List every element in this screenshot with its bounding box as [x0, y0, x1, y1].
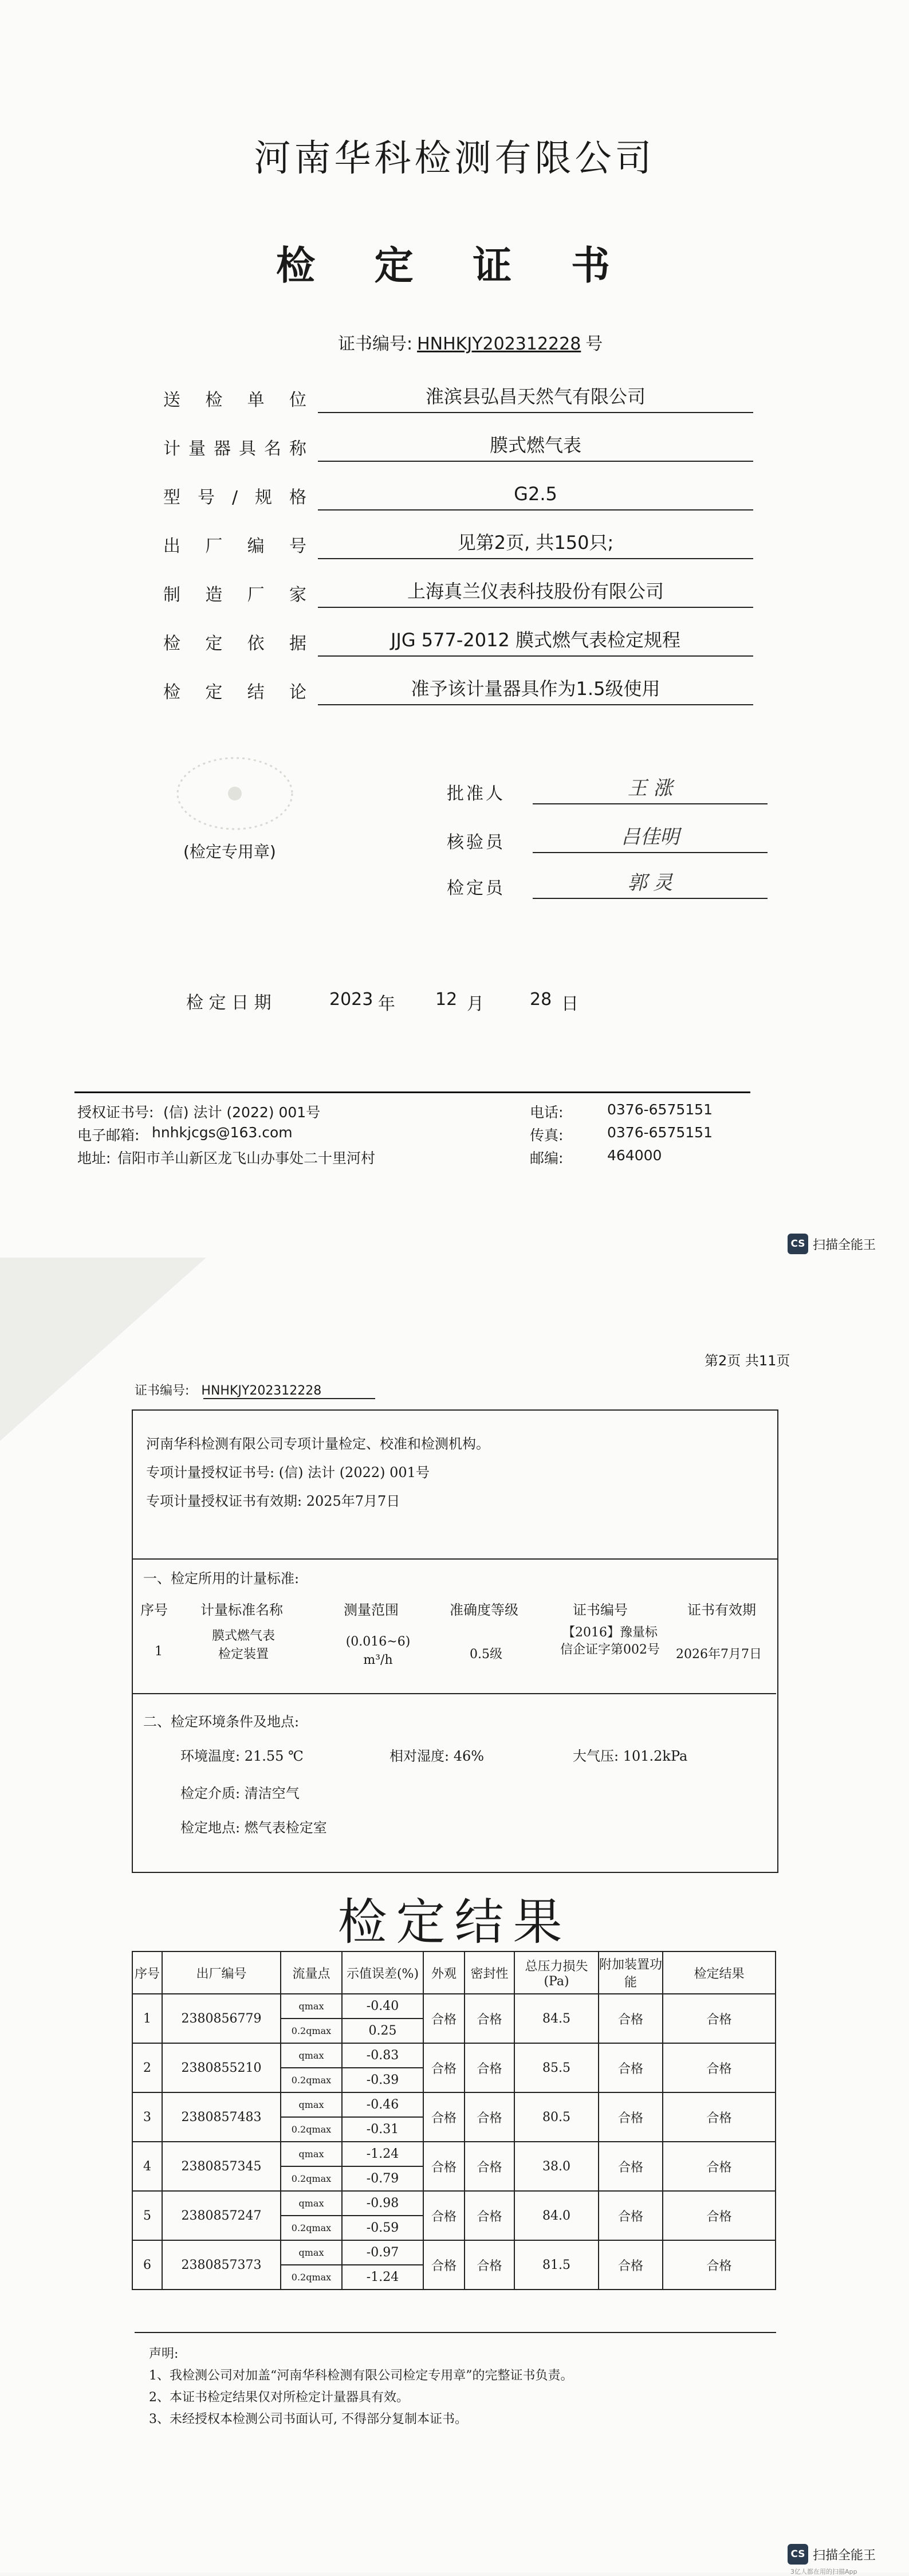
field-label: 检定依据 [163, 634, 306, 654]
date-month: 12 [435, 989, 458, 1010]
cert-no-underline [203, 1398, 375, 1399]
seal-stamp-icon [172, 751, 298, 837]
cell-appearance: 合格 [423, 2092, 465, 2142]
cell-seal: 合格 [465, 1994, 514, 2043]
cell-no: 2 [132, 2043, 162, 2092]
cell-function: 合格 [599, 2240, 663, 2290]
col-header: 示值误差(%) [342, 1951, 423, 1994]
std-header-name: 计量标准名称 [200, 1602, 283, 1618]
env-pressure: 大气压: 101.2kPa [573, 1748, 688, 1764]
page2-cert-label: 证书编号: [135, 1384, 190, 1398]
cell-error: -0.79 [342, 2166, 423, 2191]
field-label: 出厂编号 [163, 536, 306, 556]
std-row-name: 膜式燃气表检定装置 [211, 1629, 275, 1662]
col-header: 序号 [132, 1951, 162, 1994]
cell-flow-point: qmax [281, 1994, 342, 2019]
cell-seal: 合格 [465, 2142, 514, 2191]
signature-value: 吕佳明 [533, 822, 768, 853]
cell-flow-point: 0.2qmax [281, 2019, 342, 2043]
field-value: 准予该计量器具作为1.5级使用 [318, 673, 753, 705]
cell-error: -0.97 [342, 2240, 423, 2265]
signature-value: 郭 灵 [533, 868, 768, 899]
col-header: 流量点 [281, 1951, 342, 1994]
note-item: 2、本证书检定结果仅对所检定计量器具有效。 [149, 2390, 409, 2405]
cell-serial: 2380856779 [162, 1994, 281, 2043]
cell-error: -0.98 [342, 2191, 423, 2216]
cell-result: 合格 [663, 2240, 776, 2290]
auth-label: 授权证书号: [77, 1104, 154, 1121]
cell-function: 合格 [599, 2043, 663, 2092]
table-row [132, 2142, 776, 2166]
cell-flow-point: 0.2qmax [281, 2265, 342, 2290]
cell-result: 合格 [663, 2043, 776, 2092]
cell-error: -0.46 [342, 2092, 423, 2117]
cell-pressure-loss: 85.5 [514, 2043, 599, 2092]
intro-line: 专项计量授权证书有效期: 2025年7月7日 [146, 1493, 400, 1509]
cell-flow-point: qmax [281, 2191, 342, 2216]
results-title: 检定结果 [337, 1894, 572, 1951]
cell-appearance: 合格 [423, 2043, 465, 2092]
signature-label: 核验员 [447, 833, 505, 853]
cell-serial: 2380857247 [162, 2191, 281, 2240]
field-row [163, 381, 753, 413]
col-header: 密封性 [465, 1951, 514, 1994]
cell-no: 6 [132, 2240, 162, 2290]
scanner-brand-name: 扫描全能王 [813, 1238, 876, 1252]
signature-label: 批准人 [447, 784, 505, 804]
field-value: 膜式燃气表 [318, 430, 753, 462]
cell-result: 合格 [663, 2092, 776, 2142]
field-label: 送检单位 [163, 390, 306, 410]
certificate-number [338, 329, 603, 355]
signature-value: 王 涨 [533, 773, 768, 804]
std-row-no: 1 [155, 1644, 163, 1659]
field-value: 上海真兰仪表科技股份有限公司 [318, 576, 753, 608]
col-header: 外观 [423, 1951, 465, 1994]
signature-row [447, 773, 768, 804]
cell-serial: 2380857483 [162, 2092, 281, 2142]
cell-result: 合格 [663, 1994, 776, 2043]
cell-pressure-loss: 38.0 [514, 2142, 599, 2191]
cell-flow-point: 0.2qmax [281, 2216, 342, 2240]
field-row [163, 625, 753, 657]
field-row [163, 673, 753, 705]
std-header-accuracy: 准确度等级 [450, 1602, 518, 1618]
address-value: 信阳市羊山新区龙飞山办事处二十里河村 [117, 1150, 376, 1167]
field-row [163, 576, 753, 608]
table-row [132, 2191, 776, 2216]
field-label: 型号/规格 [163, 488, 306, 508]
signature-label: 检定员 [447, 878, 505, 898]
env-medium: 检定介质: 清洁空气 [180, 1785, 300, 1801]
scanner-brand-name: 扫描全能王 [813, 2548, 876, 2563]
table-row [132, 2092, 776, 2117]
env-humidity: 相对湿度: 46% [389, 1748, 485, 1764]
cell-flow-point: qmax [281, 2240, 342, 2265]
field-value: 淮滨县弘昌天然气有限公司 [318, 381, 753, 413]
cell-seal: 合格 [465, 2240, 514, 2290]
env-section-title: 二、检定环境条件及地点: [143, 1714, 300, 1730]
cell-no: 3 [132, 2092, 162, 2142]
field-value: G2.5 [318, 478, 753, 511]
email-label: 电子邮箱: [77, 1127, 140, 1144]
field-label: 计量器具名称 [163, 439, 306, 459]
cell-no: 1 [132, 1994, 162, 2043]
std-header-valid: 证书有效期 [687, 1602, 756, 1618]
cell-error: 0.25 [342, 2019, 423, 2043]
cell-result: 合格 [663, 2191, 776, 2240]
cell-function: 合格 [599, 2092, 663, 2142]
table-row [132, 2043, 776, 2068]
cell-appearance: 合格 [423, 1994, 465, 2043]
cell-no: 5 [132, 2191, 162, 2240]
cert-no-label: 证书编号: [338, 334, 413, 354]
cell-flow-point: 0.2qmax [281, 2117, 342, 2142]
cell-flow-point: 0.2qmax [281, 2166, 342, 2191]
std-header-cert: 证书编号 [573, 1602, 628, 1618]
zip-value: 464000 [607, 1147, 662, 1164]
cell-appearance: 合格 [423, 2142, 465, 2191]
table-row [132, 1994, 776, 2019]
std-row-cert: 【2016】豫量标信企证字第002号 [560, 1625, 660, 1657]
phone-value: 0376-6575151 [607, 1101, 713, 1118]
col-header: 出厂编号 [162, 1951, 281, 1994]
page2-cert-number [135, 1381, 321, 1399]
footer-divider [74, 1091, 750, 1093]
cell-pressure-loss: 81.5 [514, 2240, 599, 2290]
stamp-label: (检定专用章) [183, 842, 276, 861]
field-value: 见第2页, 共150只; [318, 527, 753, 559]
results-table [132, 1951, 776, 2290]
cell-error: -0.40 [342, 1994, 423, 2019]
results-body [132, 1994, 776, 2290]
cell-no: 4 [132, 2142, 162, 2191]
intro-line: 专项计量授权证书号: (信) 法计 (2022) 001号 [146, 1464, 430, 1481]
std-header-range: 测量范围 [344, 1602, 399, 1618]
scanner-logo-icon: CS [788, 1234, 808, 1254]
col-header: 总压力损失(Pa) [514, 1951, 599, 1994]
env-location: 检定地点: 燃气表检定室 [180, 1820, 327, 1836]
intro-line: 河南华科检测有限公司专项计量检定、校准和检测机构。 [146, 1436, 490, 1452]
cell-function: 合格 [599, 2191, 663, 2240]
date-year: 2023 [329, 989, 373, 1010]
cell-seal: 合格 [465, 2191, 514, 2240]
field-row [163, 430, 753, 462]
auth-value: (信) 法计 (2022) 001号 [163, 1104, 321, 1121]
note-item: 1、我检测公司对加盖“河南华科检测有限公司检定专用章”的完整证书负责。 [149, 2369, 573, 2383]
cell-function: 合格 [599, 1994, 663, 2043]
cert-no-suffix: 号 [585, 334, 603, 354]
std-header-no: 序号 [140, 1602, 168, 1618]
cell-flow-point: qmax [281, 2142, 342, 2166]
std-row-accuracy: 0.5级 [470, 1647, 502, 1662]
cell-error: -0.31 [342, 2117, 423, 2142]
cell-appearance: 合格 [423, 2191, 465, 2240]
cell-pressure-loss: 80.5 [514, 2092, 599, 2142]
page-number: 第2页 共11页 [705, 1353, 790, 1369]
cert-no-value: HNHKJY202312228 [417, 334, 581, 354]
env-temperature: 环境温度: 21.55 ℃ [180, 1748, 304, 1764]
cell-error: -0.39 [342, 2068, 423, 2092]
cell-error: -1.24 [342, 2265, 423, 2290]
cell-serial: 2380857373 [162, 2240, 281, 2290]
results-header-row [132, 1951, 776, 1994]
cell-serial: 2380855210 [162, 2043, 281, 2092]
fax-label: 传真: [530, 1127, 564, 1144]
cell-seal: 合格 [465, 2043, 514, 2092]
certificate-cover-page [0, 0, 909, 1258]
note-item: 3、未经授权本检测公司书面认可, 不得部分复制本证书。 [149, 2412, 467, 2426]
scanner-brand-tagline: 3亿人都在用的扫描App [790, 2568, 857, 2575]
col-header: 附加装置功能 [599, 1951, 663, 1994]
page2-cert-value: HNHKJY202312228 [201, 1384, 322, 1398]
notes-divider [135, 2332, 776, 2333]
company-name: 河南华科检测有限公司 [254, 138, 655, 180]
standards-section-title: 一、检定所用的计量标准: [143, 1570, 300, 1587]
cell-flow-point: qmax [281, 2043, 342, 2068]
date-month-unit: 月 [467, 994, 484, 1014]
std-row-range: (0.016~6) m³/h [345, 1635, 411, 1667]
cell-pressure-loss: 84.0 [514, 2191, 599, 2240]
phone-label: 电话: [530, 1104, 564, 1121]
field-value: JJG 577-2012 膜式燃气表检定规程 [318, 625, 753, 657]
scanner-logo-icon: CS [788, 2544, 808, 2565]
col-header: 检定结果 [663, 1951, 776, 1994]
field-label: 检定结论 [163, 682, 306, 702]
seal-stamp [172, 751, 298, 837]
cell-error: -0.59 [342, 2216, 423, 2240]
cell-pressure-loss: 84.5 [514, 1994, 599, 2043]
notes-block [149, 2343, 573, 2430]
verification-date-label: 检 定 日 期 [186, 993, 271, 1013]
cell-function: 合格 [599, 2142, 663, 2191]
cell-appearance: 合格 [423, 2240, 465, 2290]
signature-row [447, 822, 768, 853]
box-divider [133, 1693, 776, 1694]
field-row [163, 478, 753, 511]
email-value: hnhkjcgs@163.com [152, 1124, 293, 1141]
date-year-unit: 年 [378, 994, 395, 1014]
cell-seal: 合格 [465, 2092, 514, 2142]
cell-flow-point: qmax [281, 2092, 342, 2117]
cell-error: -0.83 [342, 2043, 423, 2068]
cell-serial: 2380857345 [162, 2142, 281, 2191]
cell-flow-point: 0.2qmax [281, 2068, 342, 2092]
notes-title: 声明: [149, 2347, 179, 2361]
cell-error: -1.24 [342, 2142, 423, 2166]
certificate-title: 检 定 证 书 [276, 243, 633, 289]
date-day: 28 [530, 989, 552, 1010]
table-row [132, 2240, 776, 2265]
address-label: 地址: [77, 1150, 111, 1167]
std-row-valid: 2026年7月7日 [676, 1647, 762, 1662]
field-row [163, 527, 753, 559]
cell-result: 合格 [663, 2142, 776, 2191]
zip-label: 邮编: [530, 1150, 564, 1167]
fax-value: 0376-6575151 [607, 1124, 713, 1141]
signature-row [447, 868, 768, 899]
date-day-unit: 日 [561, 994, 579, 1014]
field-label: 制造厂家 [163, 585, 306, 605]
